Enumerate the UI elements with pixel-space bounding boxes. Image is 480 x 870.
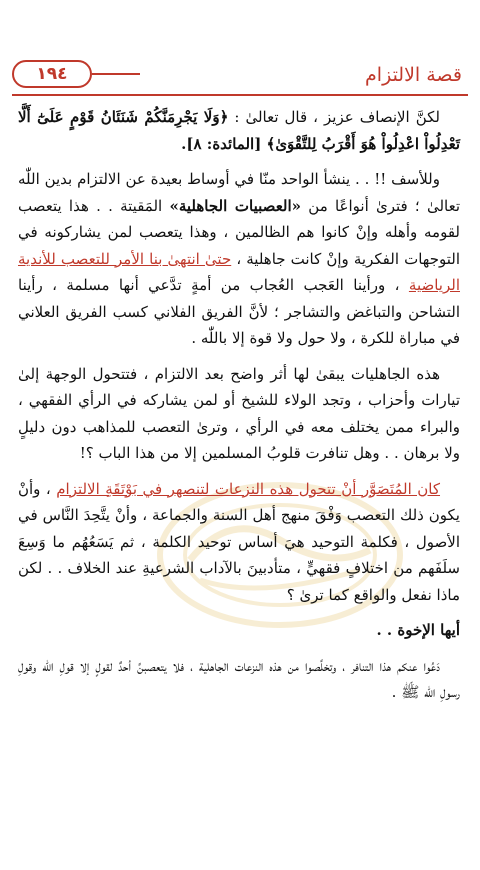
paragraph-4	[18, 476, 460, 609]
page-number-badge	[12, 60, 132, 90]
paragraph-2	[18, 166, 460, 352]
page-number-oval	[12, 60, 92, 88]
section-heading: أيها الإخوة . .	[376, 621, 460, 639]
p2-highlight: حتىٰ انتهىٰ بنا الأمر للتعصب للأندية الرياضية	[18, 249, 460, 294]
page-number: ١٩٤	[36, 64, 68, 84]
p4-highlight: كان المُتَصَوَّر أنْ تتحول هذه النزعات لتنصهر في بَوْتَقَةِ الالتزام	[56, 479, 441, 498]
p2-text-c: ، ورأينا العَجب العُجاب من أمةٍ تدَّعي أنها مسلمة ، رأينا التشاحن والتباغض والتشاجر ؛ لأنَّ الفريق الفلاني كسب الفريق العلاني في مباراة للكرة ، ولا حول ولا قوة إلا باللّٰه .	[18, 276, 460, 347]
verse-reference: [المائدة: ٨].	[181, 134, 267, 153]
page-header	[0, 58, 480, 94]
p4-text: ، وأنْ يكون ذلك التعصب وَفْقَ منهج أهل السنة والجماعة ، وأنْ يتَّحِدَ النَّاس في الأصول ، فكلمة التوحيد هيَ أساس توحيد الكلمة ، ثم يَسَعُهُم ما وَسِعَ سلَفَهم من اختلافٍ فقهيٍّ ، متأدبينَ بالآداب الشرعيةِ عند الخلاف . . لكن ماذا نفعل والواقع كما ترىٰ ؟	[18, 479, 460, 604]
page-number-line	[92, 73, 140, 75]
paragraph-1	[18, 104, 460, 157]
p2-bold-phrase: «العصبيات الجاهلية»	[169, 196, 302, 215]
p1-text: لكنَّ الإنصاف عزيز ، قال تعالىٰ :	[228, 108, 440, 126]
page-body	[18, 104, 460, 715]
p2-text-a: وللأسف !! . . ينشأ الواحد منّا في أوساط بعيدة عن الالتزام بدين اللّٰه تعالىٰ ؛ فترىٰ أنواعًا من	[18, 170, 460, 215]
quran-verse: ﴿وَلَا يَجْرِمَنَّكُمْ شَنَئَانُ قَوْمٍ عَلَىٰٓ أَلَّا تَعْدِلُواْ اعْدِلُواْ هُوَ أَقْرَبُ لِلتَّقْوَىٰ﴾	[18, 108, 460, 153]
paragraph-3: هذه الجاهليات يبقىٰ لها أثر واضح بعد الالتزام ، فتتحول الوجهة إلىٰ تيارات وأحزاب ، وتجد الولاء للشيخ أو لمن يشاركه في الرأي الفقهي ، والبراء ممن يختلف معه في الرأي ، وترىٰ التعصب للمذاهب دون دليلٍ ولا برهان . . وهل تنافرت قلوبُ المسلمين إلا من هذا الباب ؟!	[18, 364, 460, 462]
paragraph-5: دَعُوا عنكم هذا التنافر ، وتخلَّصوا من هذه النزعات الجاهلية ، فلا يتعصبنَّ أحدٌ لقولٍ إلا قولِ اللّٰه وقولِ رسولِ اللّٰه ﷺ .	[18, 656, 460, 701]
book-title: قصة الالتزام	[365, 64, 462, 86]
header-rule	[12, 94, 468, 96]
p2-text-b: المَقيتة . . هذا يتعصب لقومه وأهله وإنْ كانوا هم الظالمين ، وهذا يتعصب لمن يشاركونه في التوجهات الفكرية وإنْ كانت جاهلية ،	[18, 196, 460, 268]
